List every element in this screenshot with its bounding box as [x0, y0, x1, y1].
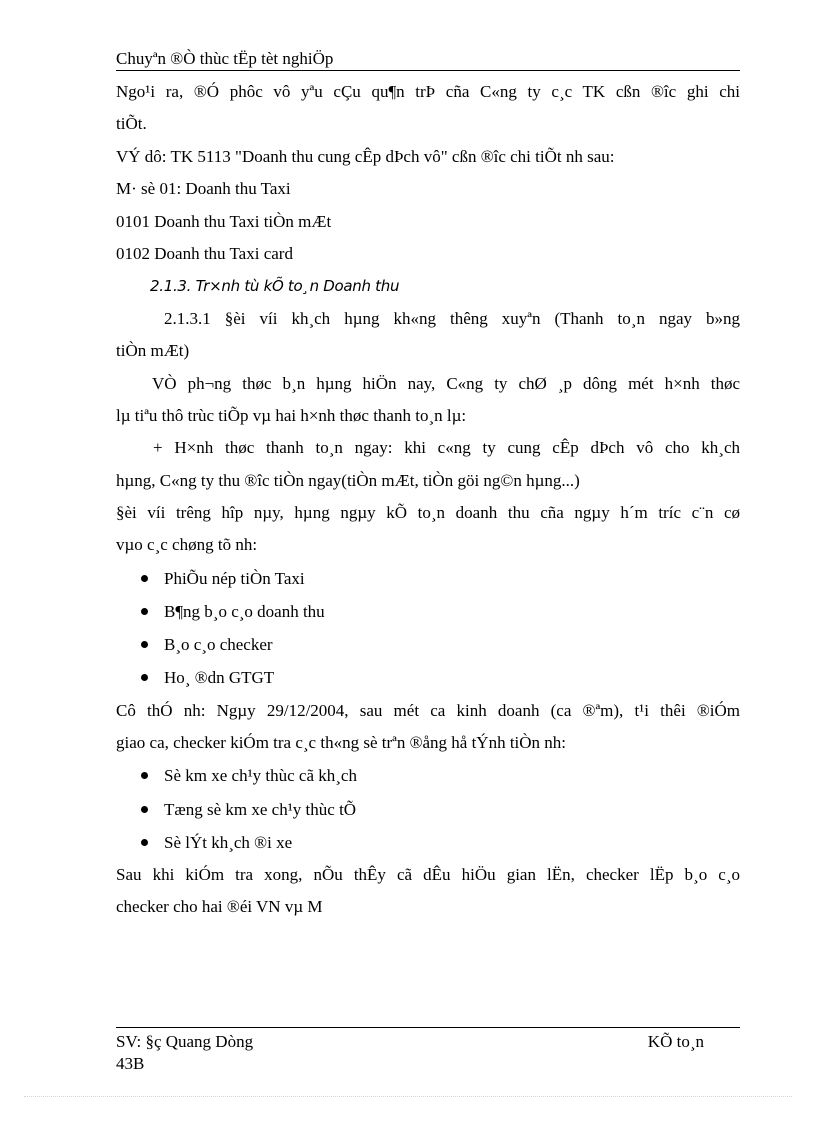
page-edge-divider	[24, 1096, 792, 1097]
list-item	[116, 562, 740, 595]
footer-class: 43B	[116, 1054, 145, 1073]
paragraph-line: tiÕt.	[116, 114, 147, 134]
bullet-icon	[141, 806, 148, 813]
account-code-0102: 0102 Doanh thu Taxi card	[116, 243, 293, 263]
footer-rule	[116, 1027, 740, 1028]
bullet-icon	[141, 674, 148, 681]
section-heading: 2.1.3. Tr×nh tù kÕ to¸n Doanh thu	[150, 277, 400, 296]
footer-student: SV: §ç Quang Dòng	[116, 1032, 254, 1051]
paragraph-line: lµ tiªu thô trùc tiÕp vµ hai h×nh thøc thanh to¸n lµ:	[116, 405, 467, 425]
document-list	[116, 759, 740, 859]
paragraph-line: Sau khi kiÓm tra xong, nÕu thÊy cã dÊu hiÖu gian lËn, checker lËp b¸o c¸o	[116, 864, 740, 884]
list-item-text: Tæng sè km xe ch¹y thùc tÕ	[164, 799, 357, 819]
paragraph-line: + H×nh thøc thanh to¸n ngay: khi c«ng ty cung cÊp dÞch vô cho kh¸ch	[153, 438, 740, 458]
list-item	[116, 628, 740, 661]
paragraph-line: hµng, C«ng ty thu ®îc tiÒn ngay(tiÒn mÆt, tiÒn göi ng©n hµng...)	[116, 470, 580, 490]
account-code-main: M· sè 01: Doanh thu Taxi	[116, 179, 291, 199]
list-item-text: B¸o c¸o checker	[164, 635, 273, 655]
bullet-icon	[141, 839, 148, 846]
footer-department: KÕ to¸n	[647, 1032, 704, 1051]
list-item	[116, 826, 740, 859]
subsection-heading-line: tiÒn mÆt)	[116, 341, 190, 361]
paragraph-line: Cô thÓ nh: Ngµy 29/12/2004, sau mét ca kinh doanh (ca ®ªm), t¹i thêi ®iÓm	[116, 700, 740, 720]
paragraph-line: checker cho hai ®éi VN vµ M	[116, 897, 323, 917]
document-list	[116, 562, 740, 695]
document-page	[116, 48, 740, 924]
list-item	[116, 595, 740, 628]
header-title: Chuyªn ®Ò thùc tËp tèt nghiÖp	[116, 49, 334, 68]
paragraph-line: giao ca, checker kiÓm tra c¸c th«ng sè trªn ®ång hå tÝnh tiÒn nh:	[116, 733, 567, 752]
document-body	[116, 76, 740, 924]
header-rule	[116, 70, 740, 71]
list-item	[116, 661, 740, 694]
list-item-text: B¶ng b¸o c¸o doanh thu	[164, 602, 325, 622]
paragraph-line: vµo c¸c chøng tõ nh:	[116, 535, 258, 555]
list-item-text: PhiÕu nép tiÒn Taxi	[164, 568, 305, 588]
subsection-heading-line: 2.1.3.1 §èi víi kh¸ch hµng kh«ng thêng xuyªn (Thanh to¸n ngay b»ng	[164, 308, 740, 328]
page-footer	[116, 1027, 740, 1074]
list-item	[116, 759, 740, 792]
paragraph-line: VÒ ph¬ng thøc b¸n hµng hiÖn nay, C«ng ty chØ ¸p dông mét h×nh thøc	[152, 373, 740, 393]
example-line: VÝ dô: TK 5113 "Doanh thu cung cÊp dÞch vô" cßn ®îc chi tiÕt nh sau:	[116, 146, 615, 166]
list-item-text: Sè lÝt kh¸ch ®i xe	[164, 832, 293, 852]
list-item	[116, 793, 740, 826]
bullet-icon	[141, 641, 148, 648]
bullet-icon	[141, 575, 148, 582]
paragraph-line: §èi víi trêng hîp nµy, hµng ngµy kÕ to¸n doanh thu cña ngµy h´m tríc c¨n cø	[116, 503, 740, 523]
paragraph-line: Ngo¹i ra, ®Ó phôc vô yªu cÇu qu¶n trÞ cña C«ng ty c¸c TK cßn ®îc ghi chi	[116, 82, 740, 101]
bullet-icon	[141, 772, 148, 779]
account-code-0101: 0101 Doanh thu Taxi tiÒn mÆt	[116, 211, 332, 231]
list-item-text: Ho¸ ®dn GTGT	[164, 668, 275, 688]
list-item-text: Sè km xe ch¹y thùc cã kh¸ch	[164, 766, 357, 786]
bullet-icon	[141, 608, 148, 615]
